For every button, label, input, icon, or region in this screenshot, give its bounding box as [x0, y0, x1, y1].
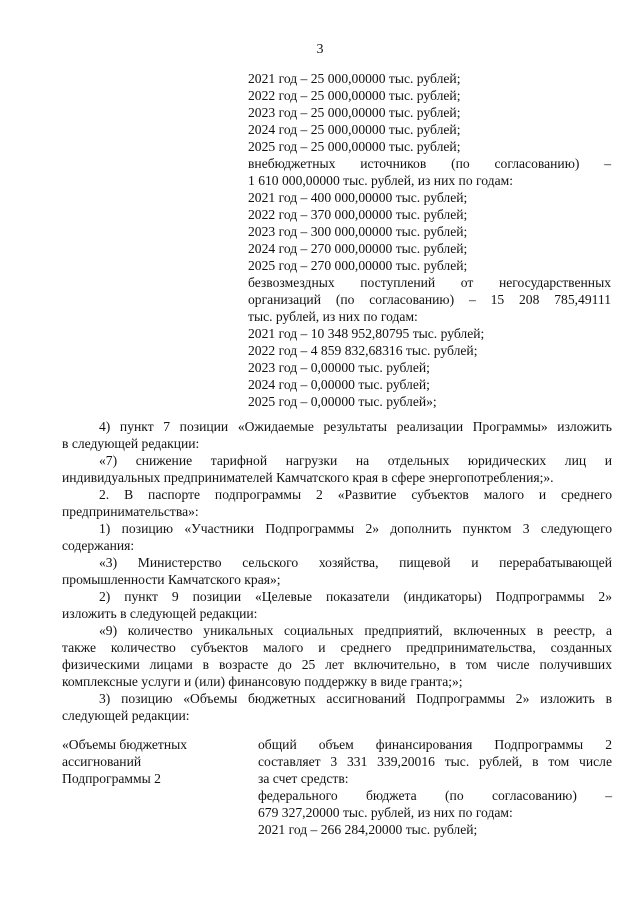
- table-value-line: 679 327,20000 тыс. рублей, из них по годам:: [258, 805, 513, 820]
- paragraph-line: содержания:: [62, 538, 135, 553]
- text-line: внебюджетных источников (по согласованию) –: [248, 156, 611, 171]
- text-line: организаций (по согласованию) – 15 208 785,49111: [248, 292, 611, 307]
- paragraph-line: 3) позицию «Объемы бюджетных ассигнований Подпрограммы 2» изложить в: [99, 691, 612, 706]
- text-line: 2025 год – 25 000,00000 тыс. рублей;: [248, 139, 461, 154]
- text-line: 2024 год – 0,00000 тыс. рублей;: [248, 377, 430, 392]
- text-line: 2022 год – 4 859 832,68316 тыс. рублей;: [248, 343, 478, 358]
- paragraph-line: 1) позицию «Участники Подпрограммы 2» дополнить пунктом 3 следующего: [99, 521, 612, 536]
- paragraph-line: 2. В паспорте подпрограммы 2 «Развитие субъектов малого и среднего: [99, 487, 612, 502]
- paragraph-line: индивидуальных предпринимателей Камчатского края в сфере энергопотребления;».: [62, 470, 554, 485]
- table-label-cell: [62, 736, 222, 787]
- paragraph-line: следующей редакции:: [62, 708, 190, 723]
- text-line: 2021 год – 10 348 952,80795 тыс. рублей;: [248, 326, 485, 341]
- text-line: 2023 год – 25 000,00000 тыс. рублей;: [248, 105, 461, 120]
- text-line: 2021 год – 400 000,00000 тыс. рублей;: [248, 190, 468, 205]
- text-line: 1 610 000,00000 тыс. рублей, из них по годам:: [248, 173, 513, 188]
- table-value-line: за счет средств:: [258, 771, 349, 786]
- paragraph-line: «7) снижение тарифной нагрузки на отдельных юридических лиц и: [99, 453, 612, 468]
- text-line: 2025 год – 0,00000 тыс. рублей»;: [248, 394, 437, 409]
- text-line: 2022 год – 25 000,00000 тыс. рублей;: [248, 88, 461, 103]
- paragraph-line: также количество субъектов малого и среднего предпринимательства, созданных: [62, 640, 612, 655]
- table-label-line: Подпрограммы 2: [62, 771, 161, 786]
- text-line: 2021 год – 25 000,00000 тыс. рублей;: [248, 71, 461, 86]
- text-line: 2022 год – 370 000,00000 тыс. рублей;: [248, 207, 468, 222]
- text-line: 2024 год – 270 000,00000 тыс. рублей;: [248, 241, 468, 256]
- text-line: безвозмездных поступлений от негосударственных: [248, 275, 611, 290]
- paragraph-line: предпринимательства»:: [62, 504, 199, 519]
- table-label-line: «Объемы бюджетных: [62, 737, 188, 752]
- table-value-line: общий объем финансирования Подпрограммы 2: [258, 737, 612, 752]
- table-value-line: федерального бюджета (по согласованию) –: [258, 788, 612, 803]
- paragraph-line: физическими лицами в возрасте до 25 лет включительно, в том числе получивших: [62, 657, 612, 672]
- paragraph-line: комплексные услуги и (или) финансовую поддержку в виде гранта;»;: [62, 674, 463, 689]
- body-text: [62, 418, 612, 724]
- text-line: тыс. рублей, из них по годам:: [248, 309, 418, 324]
- table-value-cell: [258, 736, 612, 838]
- table-label-line: ассигнований: [62, 754, 142, 769]
- text-line: 2023 год – 0,00000 тыс. рублей;: [248, 360, 430, 375]
- table-value-line: 2021 год – 266 284,20000 тыс. рублей;: [258, 822, 478, 837]
- paragraph-line: «3) Министерство сельского хозяйства, пищевой и перерабатывающей: [99, 555, 612, 570]
- table-value-line: составляет 3 331 339,20016 тыс. рублей, в том числе: [258, 754, 612, 769]
- page-number: 3: [316, 42, 324, 57]
- funding-column: [248, 70, 611, 410]
- text-line: 2025 год – 270 000,00000 тыс. рублей;: [248, 258, 468, 273]
- paragraph-line: в следующей редакции:: [62, 436, 200, 451]
- paragraph-line: 2) пункт 9 позиции «Целевые показатели (индикаторы) Подпрограммы 2»: [99, 589, 612, 604]
- paragraph-line: изложить в следующей редакции:: [62, 606, 258, 621]
- text-line: 2024 год – 25 000,00000 тыс. рублей;: [248, 122, 461, 137]
- paragraph-line: промышленности Камчатского края»;: [62, 572, 281, 587]
- paragraph-line: «9) количество уникальных социальных предприятий, включенных в реестр, а: [99, 623, 612, 638]
- paragraph-line: 4) пункт 7 позиции «Ожидаемые результаты реализации Программы» изложить: [99, 419, 612, 434]
- text-line: 2023 год – 300 000,00000 тыс. рублей;: [248, 224, 468, 239]
